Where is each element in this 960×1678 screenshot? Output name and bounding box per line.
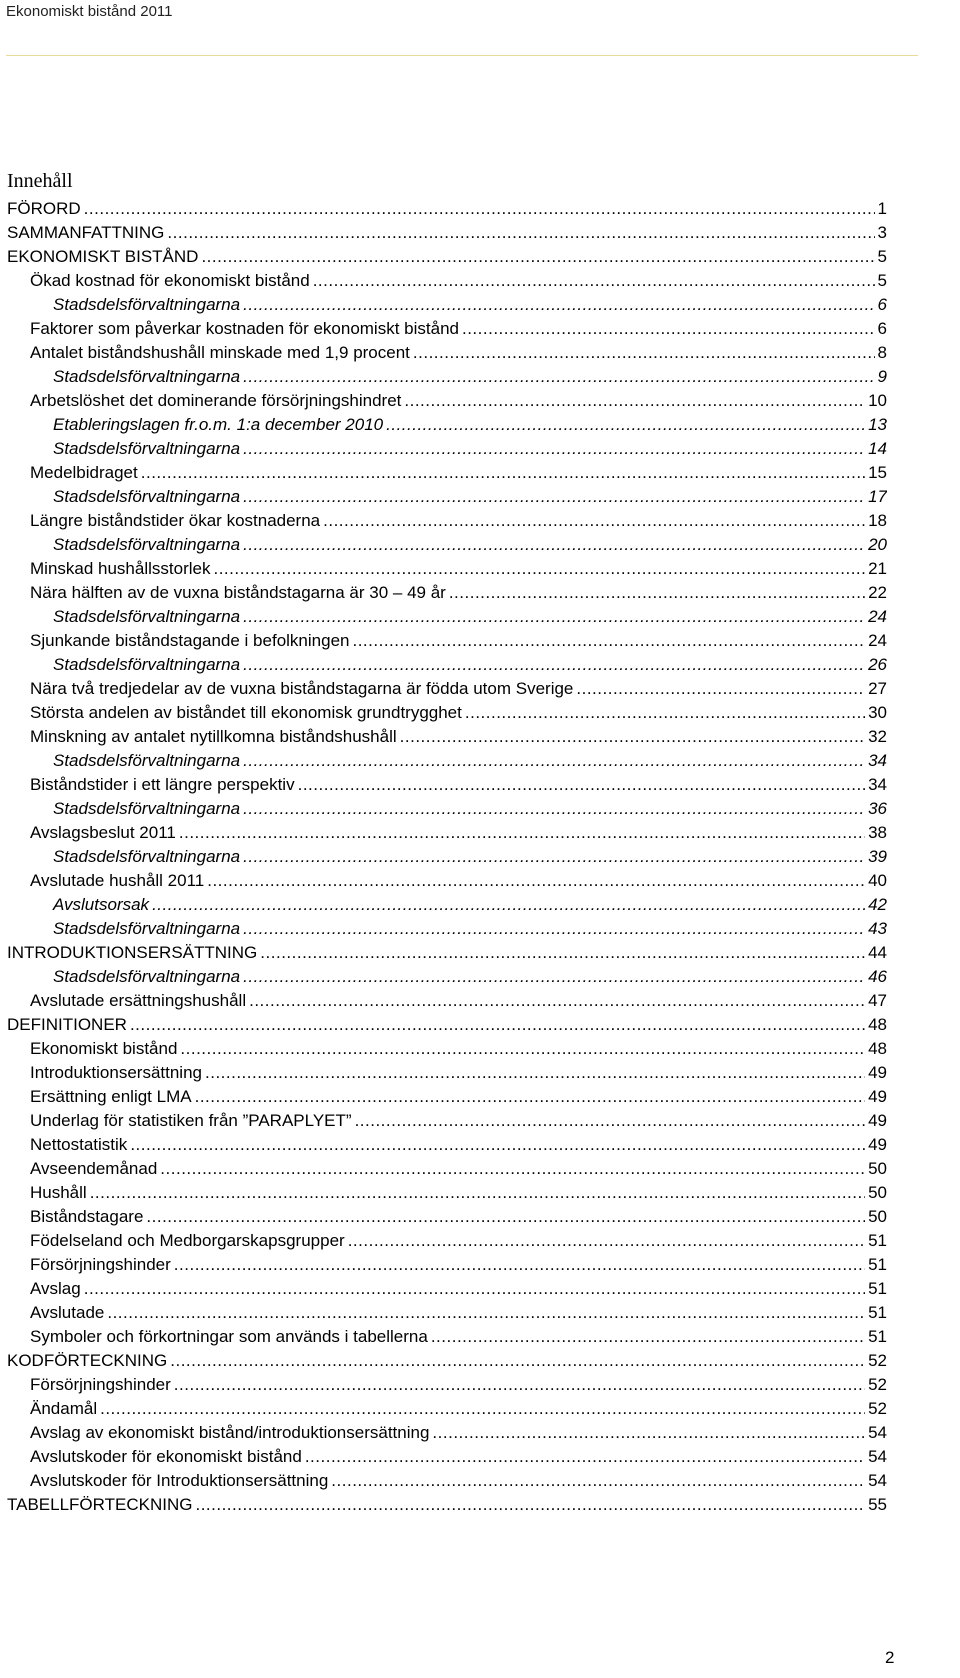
toc-entry-title: KODFÖRTECKNING <box>7 1351 168 1370</box>
toc-entry-title: SAMMANFATTNING <box>7 223 165 242</box>
toc-entry[interactable] <box>7 1277 887 1301</box>
toc-dot-leader <box>355 1109 866 1133</box>
toc-dot-leader <box>84 1277 865 1301</box>
toc-entry-page: 21 <box>868 559 887 578</box>
toc-entry[interactable] <box>7 1445 887 1469</box>
toc-entry-title: Stadsdelsförvaltningarna <box>53 967 241 986</box>
toc-entry-page: 50 <box>868 1183 887 1202</box>
toc-entry[interactable] <box>7 245 887 269</box>
toc-entry-page: 49 <box>868 1087 887 1106</box>
toc-entry-page: 44 <box>868 943 887 962</box>
toc-entry-page: 20 <box>868 535 887 554</box>
toc-dot-leader <box>298 773 865 797</box>
toc-entry-title: Stadsdelsförvaltningarna <box>53 607 241 626</box>
toc-entry[interactable] <box>7 533 887 557</box>
toc-entry[interactable] <box>7 1205 887 1229</box>
toc-entry-title: Nära två tredjedelar av de vuxna biståndstagarna är födda utom Sverige <box>30 679 574 698</box>
toc-entry-title: Avslutade <box>30 1303 105 1322</box>
toc-dot-leader <box>243 965 865 989</box>
toc-entry-title: Största andelen av biståndet till ekonomisk grundtrygghet <box>30 703 462 722</box>
toc-entry-title: Försörjningshinder <box>30 1375 171 1394</box>
toc-entry-page: 54 <box>868 1423 887 1442</box>
toc-entry-title: Ökad kostnad för ekonomiskt bistånd <box>30 271 310 290</box>
toc-entry-title: Minskad hushållsstorlek <box>30 559 211 578</box>
toc-dot-leader <box>174 1253 865 1277</box>
toc-entry-title: Hushåll <box>30 1183 87 1202</box>
toc-entry[interactable] <box>7 1013 887 1037</box>
toc-entry-title: Avslutskoder för ekonomiskt bistånd <box>30 1447 302 1466</box>
toc-entry-title: Stadsdelsförvaltningarna <box>53 751 241 770</box>
toc-entry-title: Nära hälften av de vuxna biståndstagarna är 30 – 49 år <box>30 583 446 602</box>
toc-dot-leader <box>243 797 865 821</box>
toc-entry[interactable] <box>7 365 887 389</box>
toc-entry[interactable] <box>7 965 887 989</box>
toc-dot-leader <box>465 701 865 725</box>
toc-entry-title: Längre biståndstider ökar kostnaderna <box>30 511 321 530</box>
toc-entry[interactable] <box>7 461 887 485</box>
toc-dot-leader <box>243 533 865 557</box>
toc-entry-page: 52 <box>868 1351 887 1370</box>
toc-dot-leader <box>404 389 865 413</box>
toc-dot-leader <box>243 605 865 629</box>
toc-entry[interactable] <box>7 821 887 845</box>
toc-entry-title: Stadsdelsförvaltningarna <box>53 535 241 554</box>
toc-entry[interactable] <box>7 677 887 701</box>
toc-entry[interactable] <box>7 269 887 293</box>
toc-entry-page: 24 <box>868 607 887 626</box>
toc-entry-title: Avslutade hushåll 2011 <box>30 871 205 890</box>
toc-dot-leader <box>195 1493 865 1517</box>
toc-entry-page: 47 <box>868 991 887 1010</box>
toc-entry-title: Arbetslöshet det dominerande försörjningshindret <box>30 391 402 410</box>
toc-entry-title: Biståndstagare <box>30 1207 144 1226</box>
toc-entry-page: 48 <box>868 1039 887 1058</box>
toc-entry-page: 49 <box>868 1111 887 1130</box>
toc-dot-leader <box>201 245 874 269</box>
toc-entry[interactable] <box>7 869 887 893</box>
toc-entry[interactable] <box>7 1373 887 1397</box>
toc-entry-title: Stadsdelsförvaltningarna <box>53 847 241 866</box>
toc-entry-title: DEFINITIONER <box>7 1015 127 1034</box>
toc-entry-title: Medelbidraget <box>30 463 138 482</box>
toc-entry[interactable] <box>7 605 887 629</box>
toc-entry-title: Födelseland och Medborgarskapsgrupper <box>30 1231 345 1250</box>
toc-entry-title: Avslag av ekonomiskt bistånd/introduktionsersättning <box>30 1423 430 1442</box>
toc-entry-page: 17 <box>868 487 887 506</box>
toc-entry[interactable] <box>7 317 887 341</box>
toc-entry[interactable] <box>7 725 887 749</box>
toc-entry[interactable] <box>7 1397 887 1421</box>
toc-entry-page: 8 <box>877 343 887 362</box>
toc-entry[interactable] <box>7 893 887 917</box>
toc-entry-page: 9 <box>877 367 887 386</box>
toc-entry[interactable] <box>7 1157 887 1181</box>
toc-dot-leader <box>146 1205 865 1229</box>
toc-entry-title: Minskning av antalet nytillkomna biståndshushåll <box>30 727 397 746</box>
toc-entry-page: 49 <box>868 1135 887 1154</box>
toc-entry-page: 22 <box>868 583 887 602</box>
toc-dot-leader <box>130 1013 865 1037</box>
toc-entry[interactable] <box>7 1061 887 1085</box>
toc-dot-leader <box>174 1373 865 1397</box>
toc-entry[interactable] <box>7 1229 887 1253</box>
toc-dot-leader <box>170 1349 865 1373</box>
toc-dot-leader <box>260 941 865 965</box>
toc-entry-page: 46 <box>868 967 887 986</box>
toc-entry-page: 15 <box>868 463 887 482</box>
toc-entry-page: 18 <box>868 511 887 530</box>
toc-entry-title: Stadsdelsförvaltningarna <box>53 487 241 506</box>
toc-entry-title: Introduktionsersättning <box>30 1063 202 1082</box>
toc-entry-title: Faktorer som påverkar kostnaden för ekonomiskt bistånd <box>30 319 459 338</box>
toc-entry[interactable] <box>7 1253 887 1277</box>
toc-entry-title: INTRODUKTIONSERSÄTTNING <box>7 943 258 962</box>
toc-dot-leader <box>400 725 865 749</box>
toc-dot-leader <box>100 1397 865 1421</box>
toc-entry[interactable] <box>7 389 887 413</box>
toc-entry[interactable] <box>7 437 887 461</box>
toc-entry-title: TABELLFÖRTECKNING <box>7 1495 193 1514</box>
toc-entry-page: 32 <box>868 727 887 746</box>
toc-entry-page: 36 <box>868 799 887 818</box>
toc-entry-page: 51 <box>868 1255 887 1274</box>
toc-entry-page: 13 <box>868 415 887 434</box>
toc-entry-page: 52 <box>868 1399 887 1418</box>
toc-entry-page: 48 <box>868 1015 887 1034</box>
toc-entry-title: Stadsdelsförvaltningarna <box>53 919 241 938</box>
toc-dot-leader <box>243 437 865 461</box>
toc-entry-page: 43 <box>868 919 887 938</box>
toc-entry-page: 50 <box>868 1159 887 1178</box>
toc-entry-page: 38 <box>868 823 887 842</box>
toc-entry-title: Avseendemånad <box>30 1159 158 1178</box>
toc-entry-title: Ersättning enligt LMA <box>30 1087 192 1106</box>
header-rule <box>6 55 918 56</box>
toc-entry-page: 30 <box>868 703 887 722</box>
toc-entry-title: Stadsdelsförvaltningarna <box>53 367 241 386</box>
toc-entry-page: 42 <box>868 895 887 914</box>
toc-entry-title: Avslagsbeslut 2011 <box>30 823 176 842</box>
toc-dot-leader <box>243 293 874 317</box>
toc-entry-page: 24 <box>868 631 887 650</box>
toc-entry-page: 51 <box>868 1303 887 1322</box>
toc-dot-leader <box>331 1469 865 1493</box>
toc-entry-page: 40 <box>868 871 887 890</box>
toc-entry-page: 39 <box>868 847 887 866</box>
toc-dot-leader <box>413 341 875 365</box>
page-number: 2 <box>885 1648 895 1667</box>
toc-entry[interactable] <box>7 509 887 533</box>
toc-entry-page: 52 <box>868 1375 887 1394</box>
toc-dot-leader <box>243 653 865 677</box>
toc-entry-title: Försörjningshinder <box>30 1255 171 1274</box>
toc-dot-leader <box>576 677 865 701</box>
toc-dot-leader <box>386 413 865 437</box>
toc-dot-leader <box>432 1421 865 1445</box>
toc-entry[interactable] <box>7 941 887 965</box>
toc-dot-leader <box>160 1157 865 1181</box>
toc-entry[interactable] <box>7 653 887 677</box>
toc-entry[interactable] <box>7 1325 887 1349</box>
toc-entry-title: Stadsdelsförvaltningarna <box>53 439 241 458</box>
toc-entry-title: Ändamål <box>30 1399 98 1418</box>
toc-entry-page: 34 <box>868 751 887 770</box>
toc-entry[interactable] <box>7 341 887 365</box>
toc-entry[interactable] <box>7 413 887 437</box>
toc-dot-leader <box>243 917 865 941</box>
toc-dot-leader <box>352 629 865 653</box>
toc-entry[interactable] <box>7 581 887 605</box>
toc-entry-page: 5 <box>877 271 887 290</box>
toc-entry[interactable] <box>7 1493 887 1517</box>
toc-entry[interactable] <box>7 1301 887 1325</box>
toc-entry-title: Symboler och förkortningar som används i tabellerna <box>30 1327 428 1346</box>
toc-entry-page: 6 <box>877 295 887 314</box>
toc-entry-page: 34 <box>868 775 887 794</box>
toc-entry[interactable] <box>7 1421 887 1445</box>
toc-entry-page: 5 <box>877 247 887 266</box>
toc-entry-page: 49 <box>868 1063 887 1082</box>
toc-dot-leader <box>195 1085 865 1109</box>
toc-entry-title: Antalet biståndshushåll minskade med 1,9 procent <box>30 343 410 362</box>
toc-dot-leader <box>107 1301 865 1325</box>
toc-entry-page: 3 <box>877 223 887 242</box>
toc-dot-leader <box>141 461 865 485</box>
toc-dot-leader <box>205 1061 865 1085</box>
running-header: Ekonomiskt bistånd 2011 <box>6 3 173 20</box>
toc-entry[interactable] <box>7 1469 887 1493</box>
toc-entry[interactable] <box>7 1133 887 1157</box>
toc-entry[interactable] <box>7 221 887 245</box>
toc-entry[interactable] <box>7 1349 887 1373</box>
toc-entry-title: Avslutskoder för Introduktionsersättning <box>30 1471 329 1490</box>
toc-entry-title: FÖRORD <box>7 199 81 218</box>
toc-dot-leader <box>305 1445 865 1469</box>
toc-entry-title: EKONOMISKT BISTÅND <box>7 247 199 266</box>
toc-dot-leader <box>243 365 874 389</box>
toc-entry[interactable] <box>7 1109 887 1133</box>
toc-entry-page: 10 <box>868 391 887 410</box>
toc-entry[interactable] <box>7 989 887 1013</box>
toc-dot-leader <box>348 1229 865 1253</box>
toc-entry-page: 54 <box>868 1447 887 1466</box>
toc-entry-title: Sjunkande biståndstagande i befolkningen <box>30 631 350 650</box>
toc-dot-leader <box>90 1181 865 1205</box>
toc-dot-leader <box>179 821 865 845</box>
toc-entry-page: 27 <box>868 679 887 698</box>
toc-entry-title: Underlag för statistiken från ”PARAPLYET” <box>30 1111 352 1130</box>
toc-entry-title: Stadsdelsförvaltningarna <box>53 655 241 674</box>
toc-entry[interactable] <box>7 773 887 797</box>
toc-entry-page: 55 <box>868 1495 887 1514</box>
toc-entry[interactable] <box>7 293 887 317</box>
toc-entry[interactable] <box>7 197 887 221</box>
toc-dot-leader <box>213 557 865 581</box>
toc-entry-page: 26 <box>868 655 887 674</box>
toc-dot-leader <box>243 485 865 509</box>
toc-entry-title: Etableringslagen fr.o.m. 1:a december 2010 <box>53 415 384 434</box>
toc-heading: Innehåll <box>7 170 73 192</box>
toc-dot-leader <box>130 1133 865 1157</box>
toc-dot-leader <box>313 269 875 293</box>
toc-entry[interactable] <box>7 557 887 581</box>
toc-entry[interactable] <box>7 797 887 821</box>
toc-entry[interactable] <box>7 701 887 725</box>
toc-entry[interactable] <box>7 1037 887 1061</box>
toc-entry-title: Avslutsorsak <box>53 895 150 914</box>
toc-entry[interactable] <box>7 485 887 509</box>
toc-dot-leader <box>207 869 865 893</box>
toc-entry-page: 51 <box>868 1327 887 1346</box>
toc-entry-title: Biståndstider i ett längre perspektiv <box>30 775 295 794</box>
toc-entry[interactable] <box>7 845 887 869</box>
toc-dot-leader <box>243 845 865 869</box>
toc-entry-title: Stadsdelsförvaltningarna <box>53 799 241 818</box>
toc-entry-page: 51 <box>868 1279 887 1298</box>
toc-entry-title: Stadsdelsförvaltningarna <box>53 295 241 314</box>
toc-entry[interactable] <box>7 629 887 653</box>
toc-dot-leader <box>180 1037 865 1061</box>
toc-entry-page: 14 <box>868 439 887 458</box>
toc-entry[interactable] <box>7 1181 887 1205</box>
toc-entry-title: Avslag <box>30 1279 81 1298</box>
toc-dot-leader <box>84 197 875 221</box>
toc-dot-leader <box>323 509 865 533</box>
toc-dot-leader <box>249 989 865 1013</box>
toc-entry-title: Avslutade ersättningshushåll <box>30 991 247 1010</box>
toc-entry[interactable] <box>7 917 887 941</box>
toc-entry[interactable] <box>7 1085 887 1109</box>
toc-dot-leader <box>167 221 874 245</box>
toc-entry-page: 51 <box>868 1231 887 1250</box>
toc-dot-leader <box>431 1325 865 1349</box>
toc-entry-page: 50 <box>868 1207 887 1226</box>
toc-dot-leader <box>462 317 875 341</box>
toc-entry[interactable] <box>7 749 887 773</box>
toc-entry-title: Nettostatistik <box>30 1135 128 1154</box>
toc-dot-leader <box>152 893 865 917</box>
toc-entry-title: Ekonomiskt bistånd <box>30 1039 178 1058</box>
toc-entry-page: 6 <box>877 319 887 338</box>
toc-entry-page: 1 <box>877 199 887 218</box>
toc-list <box>7 197 887 1517</box>
toc-entry-page: 54 <box>868 1471 887 1490</box>
toc-dot-leader <box>243 749 865 773</box>
toc-dot-leader <box>449 581 865 605</box>
